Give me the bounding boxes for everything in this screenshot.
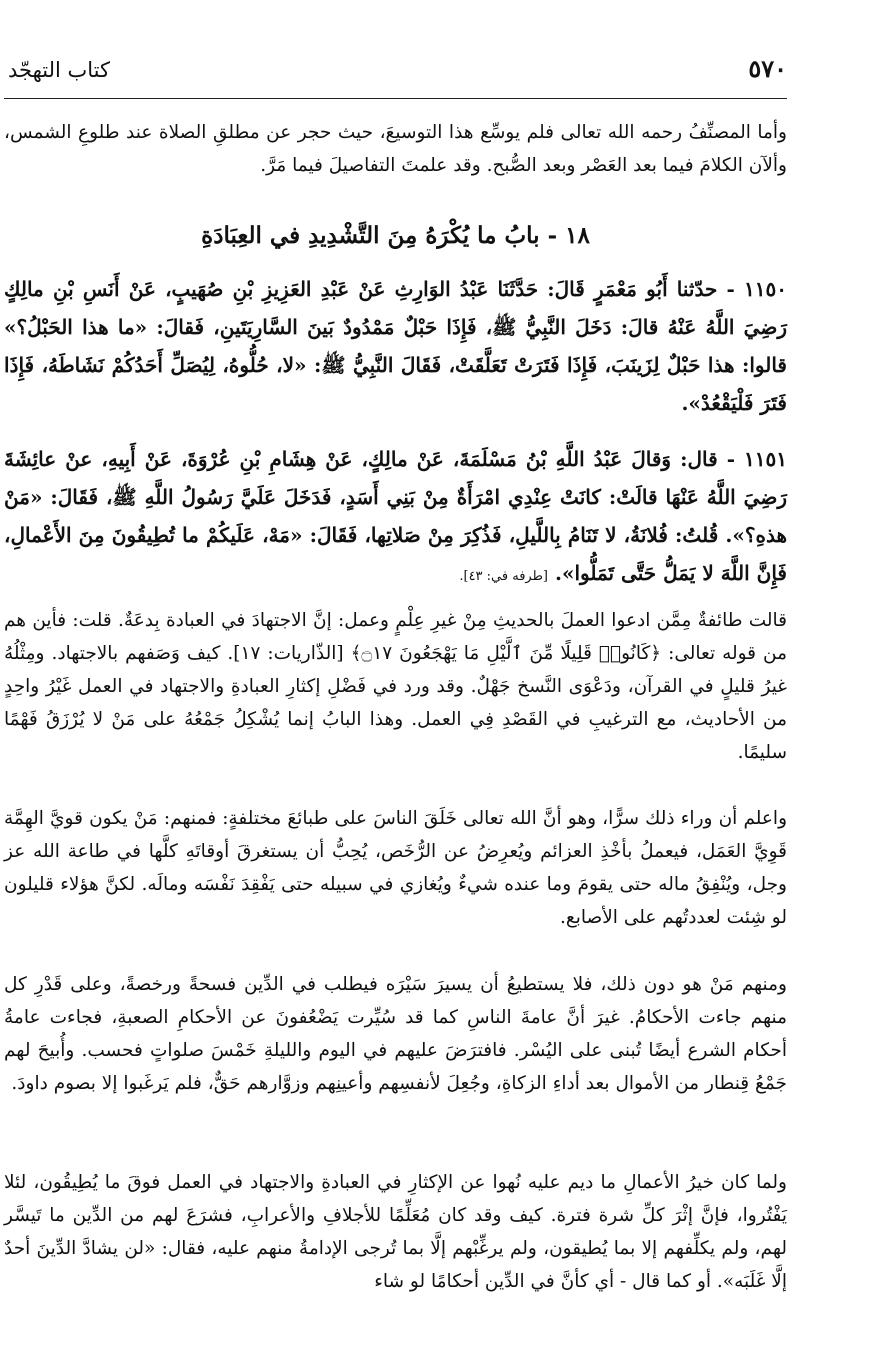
commentary-paragraph: ولما كان خيرُ الأعمالِ ما ديم عليه نُهوا عن الإكثارِ في العبادةِ والاجتهاد في العمل فوقَ ما يُطِيقُون، لئلا يَفْتُروا، فإنَّ إثْرَ كلِّ شرة فترة. كيف وقد كان مُعَلِّمًا للأجلافِ والأعرابِ، فشرَعَ لهم من الدِّين ما تَيسَّر لهم، ولم يكلِّفهم إلا بما يُطيقون، ولم يرغِّبْهم إلَّا بما تُرجى الإدامةُ منهم عليه، فقال: «لن يشادَّ الدِّينَ أحدٌ إلَّا غَلَبَه». أو كما قال - أي كأنَّ في الدِّين أحكامًا لو شاء (4, 1172, 787, 1292)
page-number: ٥٧٠ (748, 54, 787, 83)
page-header (4, 52, 787, 99)
commentary-paragraph: ومنهم مَنْ هو دون ذلك، فلا يستطيعُ أن يسيرَ سَيْرَه فيطلب في الدِّين فسحةً ورخصةً، وعلى قَدْرِ كل منهم جاءت الأحكامُ. غيرَ أنَّ عامةَ الناسِ كما قد سُيِّرت يَضْعُفونَ عن الأحكامِ الصعبةِ، فجاءت عامةُ أحكام الشرع أيضًا تُبنى على اليُسْر. فافترَضَ عليهم في اليوم والليلةِ خَمْسَ صلواتٍ فحسب. وأُبيحَ لهم جَمْعُ قِنطار من الأموال بعد أداءِ الزكاةِ، وجُعِلَ لأنفسِهم وأعينِهم وزوَّارهم حَقٌّ، فلم يَرغَبوا إلا بصوم داودَ. (4, 974, 787, 1094)
hadith-1151-text: ١١٥١ - قال: وَقالَ عَبْدُ اللَّهِ بْنُ مَسْلَمَةَ، عَنْ مالِكٍ، عَنْ هِشَامِ بْنِ عُرْوَةَ، عَنْ أَبِيهِ، عنْ عائِشَةَ رَضِيَ اللَّهُ عَنْهَا قالَتْ: كانَتْ عِنْدِي امْرَأَةٌ مِنْ بَنِي أَسَدٍ، فَدَخَلَ عَلَيَّ رَسُولُ اللَّهِ ﷺ، فَقَالَ: «مَنْ هذهِ؟». قُلتُ: فُلانَةُ، لا تَنَامُ بِاللَّيلِ، فَذُكِرَ مِنْ صَلاتِها، فَقَالَ: «مَهْ، عَلَيكُمْ ما تُطِيقُونَ مِنَ الأَعْمالِ، فَإِنَّ اللَّهَ لا يَمَلُّ حَتَّى تَمَلُّوا». (4, 447, 788, 585)
cross-reference: [طرفه في: ٤٣]. (459, 569, 549, 584)
chapter-title: ١٨ - بابُ ما يُكْرَهُ مِنَ التَّشْدِيدِ في العِبَادَةِ (201, 222, 590, 249)
hadith-1150: ١١٥٠ - حدّثنا أَبُو مَعْمَرٍ قَالَ: حَدَّثَنَا عَبْدُ الوَارِثِ عَنْ عَبْدِ العَزِيزِ بْنِ صُهَيبٍ، عَنْ أَنَسِ بْنِ مالِكٍ رَضِيَ اللَّهُ عَنْهُ قالَ: دَخَلَ النَّبِيُّ ﷺ، فَإِذَا حَبْلٌ مَمْدُودٌ بَينَ السَّارِيَتَينِ، فَقالَ: «ما هذا الحَبْلُ؟» قالوا: هذا حَبْلٌ لِزَينَبَ، فَإِذَا فَتَرَتْ تَعَلَّقَتْ، فَقَالَ النَّبِيُّ ﷺ: «لا، حُلُّوهُ، لِيُصَلِّ أَحَدُكُمْ نَشَاطَهُ، فَإِذَا فَتَرَ فَلْيَقْعُدْ». (4, 277, 787, 415)
commentary-paragraph: قالت طائفةٌ مِمَّن ادعوا العملَ بالحديثِ مِنْ غيرِ عِلْمٍ وعمل: إنَّ الاجتهادَ في العبادة بِدعَةٌ. قلت: فأين هم من قوله تعالى: ﴿كَانُوا۟ قَلِيلًا مِّنَ ٱلَّيْلِ مَا يَهْجَعُونَ ۝١٧﴾ [الذّاريات: ١٧]. كيف وَصَفهم بالاجتهاد. ومِثْلُهُ غيرُ قليلٍ في القرآن، ودَعْوَى النَّسخ جَهْلٌ. وقد ورد في فَضْلِ إكثارِ العبادةِ والاجتهاد في العمل غَيْرُ واحِدٍ من الأحاديث، مع الترغيبِ في القَصْدِ فِي العمل. وهذا البابُ إنما يُشْكِلُ جَمْعُهُ على مَنْ لا يُرْزَقُ فَهْمًا سليمًا. (4, 610, 787, 763)
intro-paragraph: وأما المصنِّفُ رحمه الله تعالى فلم يوسِّع هذا التوسيعَ، حيث حجر عن مطلقِ الصلاة عند طلوعِ الشمس، وألآن الكلامَ فيما بعد العَصْر وبعد الصُّبح. وقد علمتَ التفاصيلَ فيما مَرَّ. (4, 122, 787, 176)
commentary-paragraph: واعلم أن وراء ذلك سرًّا، وهو أنَّ الله تعالى خَلَقَ الناسَ على طبائعَ مختلفةٍ: فمنهم: مَنْ يكون قويَّ الهِمَّة قَوِيَّ العَمَل، فيعملُ بأخْذِ العزائم ويُعرِضُ عن الرُّخَص، يُحِبُّ أن يستغرقَ أوقاتَهِ كلَّها في طاعة الله عز وجل، ويُنْفِقُ ماله حتى يقومَ وما عنده شيءٌ ويُغازي في سبيله حتى يَفْقِدَ نَفْسَه ومالَه. لكنَّ هؤلاء قليلون لو شِئت لعددتُهم على الأصابع. (4, 808, 787, 928)
running-head: كتاب التهجّد (8, 58, 111, 82)
hadith-1151 (4, 440, 787, 596)
